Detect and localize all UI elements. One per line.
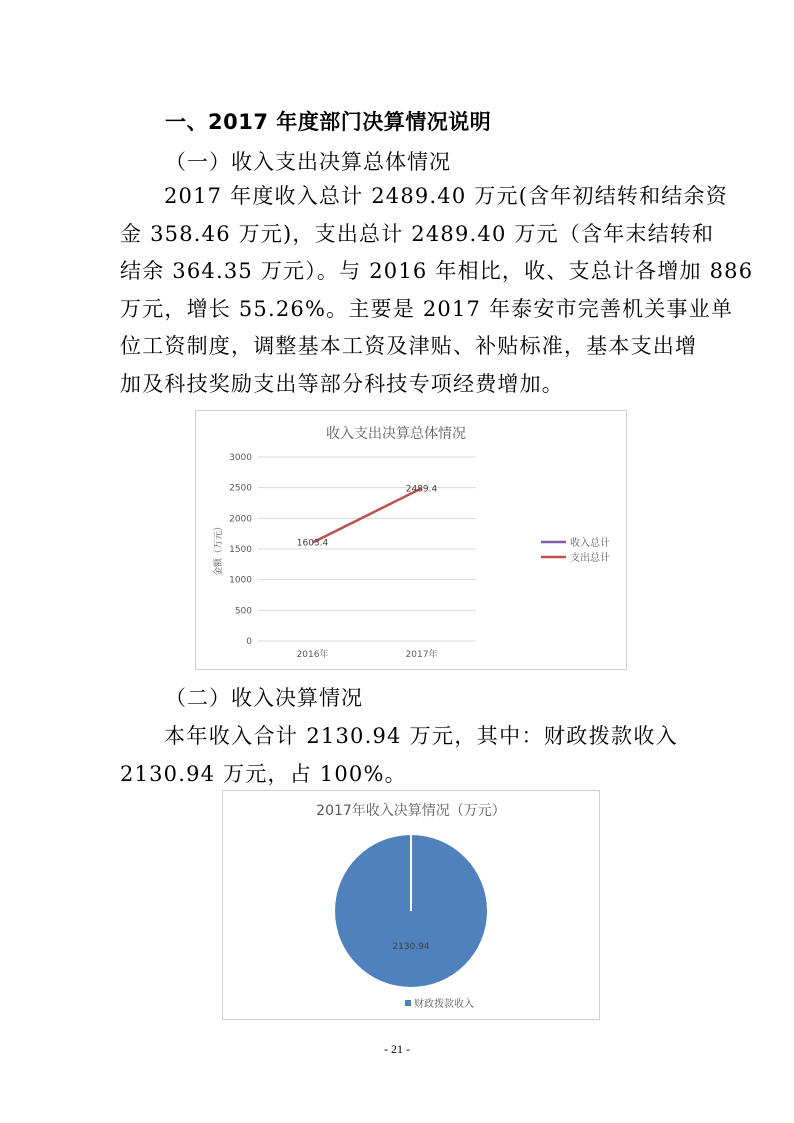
line-chart: [195, 410, 627, 670]
paragraph-line: 万元，增长 55.26%。主要是 2017 年泰安市完善机关事业单: [120, 296, 734, 321]
subsection-title-2: （二）收入决算情况: [165, 686, 363, 710]
line-chart-svg: [196, 411, 626, 669]
y-tick-label: 1500: [229, 545, 252, 555]
paragraph-line: 结余 364.35 万元）。与 2016 年相比，收、支总计各增加 886: [120, 259, 754, 283]
legend-label: 支出总计: [570, 553, 610, 564]
x-tick-label: 2016年: [296, 650, 329, 660]
y-tick-label: 2500: [229, 483, 252, 494]
y-tick-label: 3000: [229, 453, 252, 463]
subsection-title-1: （一）收入支出决算总体情况: [165, 150, 451, 174]
paragraph-line: 本年收入合计 2130.94 万元，其中：财政拨款收入: [164, 724, 678, 748]
legend-label: 财政拨款收入: [414, 999, 474, 1010]
y-tick-label: 500: [234, 606, 252, 617]
legend-label: 收入总计: [570, 538, 610, 549]
y-tick-label: 1000: [229, 575, 252, 586]
chart-title: 2017年收入决算情况（万元）: [316, 803, 506, 819]
page-number: - 21 -: [384, 1042, 410, 1056]
section-heading: 一、2017 年度部门决算情况说明: [165, 110, 492, 134]
x-tick-label: 2017年: [405, 650, 438, 660]
data-label: 1603.4: [296, 538, 329, 549]
paragraph-line: 金 358.46 万元)，支出总计 2489.40 万元（含年末结转和: [120, 221, 715, 246]
pie-chart-svg: [223, 791, 599, 1019]
paragraph-line: 2017 年度收入总计 2489.40 万元(含年初结转和结余资: [164, 184, 728, 208]
y-tick-label: 2000: [229, 514, 252, 525]
pie-chart: [222, 790, 600, 1020]
chart-title: 收入支出决算总体情况: [326, 426, 466, 442]
data-label: 2489.4: [405, 484, 438, 495]
paragraph-line: 加及科技奖励支出等部分科技专项经费增加。: [120, 371, 564, 396]
paragraph-income-expenditure: [120, 178, 754, 403]
paragraph-income: [120, 718, 678, 793]
y-tick-label: 0: [246, 637, 252, 647]
data-label: 2130.94: [392, 942, 430, 952]
series-line-2: [313, 488, 422, 542]
paragraph-line: 2130.94 万元，占 100%。: [120, 761, 407, 786]
paragraph-line: 位工资制度，调整基本工资及津贴、补贴标准，基本支出增: [120, 334, 698, 358]
legend-swatch: [405, 1000, 411, 1006]
y-axis-label: 金额（万元）: [214, 521, 224, 577]
